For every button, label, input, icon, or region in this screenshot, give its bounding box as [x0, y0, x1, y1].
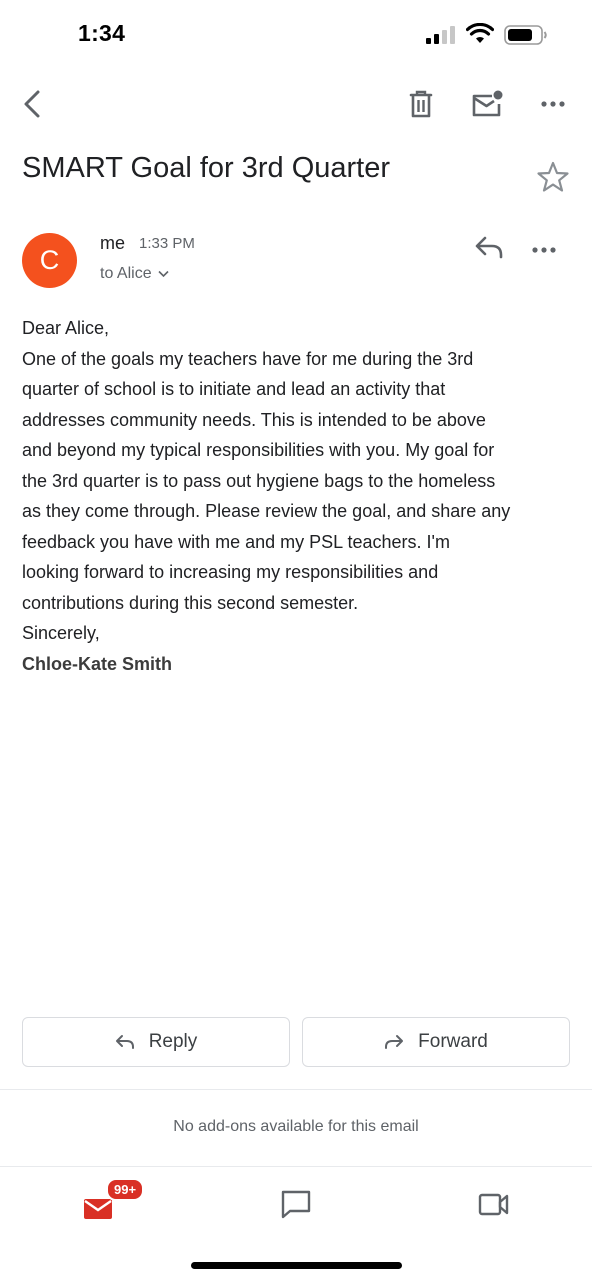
status-bar: [0, 0, 592, 70]
body-line: the 3rd quarter is to pass out hygiene bags to the homeless: [22, 470, 496, 491]
body-line: addresses community needs. This is intended to be above: [22, 409, 486, 430]
nav-meet-tab[interactable]: [468, 1183, 518, 1223]
email-subject: SMART Goal for 3rd Quarter: [22, 152, 391, 184]
battery-icon: [504, 25, 548, 45]
forward-label: Forward: [418, 1031, 488, 1052]
body-line: contributions during this second semester.: [22, 592, 359, 613]
delete-button[interactable]: [399, 80, 443, 128]
unread-count-badge: 99+: [106, 1178, 144, 1201]
email-time: 1:33 PM: [139, 235, 195, 252]
forward-button[interactable]: [302, 1017, 570, 1067]
body-line: feedback you have with me and my PSL teachers. I'm: [22, 531, 450, 552]
body-line: and beyond my typical responsibilities with you. My goal for: [22, 440, 495, 460]
reply-icon: [115, 1034, 135, 1050]
mail-unread-icon: [471, 90, 503, 118]
more-horizontal-icon: [541, 100, 565, 108]
trash-icon: [409, 90, 433, 118]
more-horizontal-icon: [532, 234, 556, 268]
signature: Chloe-Kate Smith: [22, 653, 173, 674]
video-camera-icon: [468, 1183, 518, 1223]
email-body: [22, 313, 572, 679]
mark-unread-button[interactable]: [465, 80, 509, 128]
recipient-label: to Alice: [100, 265, 152, 282]
back-button[interactable]: [10, 80, 54, 128]
message-reply-button[interactable]: [474, 234, 514, 268]
chevron-down-icon: [158, 270, 169, 278]
wifi-icon: [466, 23, 494, 45]
more-options-button[interactable]: [531, 80, 575, 128]
body-line: as they come through. Please review the goal, and share any: [22, 501, 511, 521]
reply-label: Reply: [148, 1031, 198, 1052]
reply-icon: [474, 234, 504, 260]
body-line: Sincerely,: [22, 623, 100, 643]
top-toolbar: [0, 80, 592, 128]
home-indicator[interactable]: [191, 1262, 402, 1269]
forward-icon: [384, 1034, 404, 1050]
body-line: quarter of school is to initiate and lead an activity that: [22, 379, 446, 399]
star-icon[interactable]: [536, 160, 570, 194]
divider: [0, 1089, 592, 1090]
message-more-button[interactable]: [532, 234, 572, 268]
reply-forward-bar: [22, 1017, 570, 1067]
body-line: One of the goals my teachers have for me during the 3rd: [22, 348, 474, 369]
chat-icon: [271, 1183, 321, 1223]
recipient-details-toggle[interactable]: [100, 265, 169, 283]
addons-message: No add-ons available for this email: [173, 1118, 419, 1135]
back-arrow-icon: [21, 89, 43, 119]
body-line: Dear Alice,: [22, 318, 110, 338]
sender-name: me: [100, 233, 126, 253]
avatar[interactable]: C: [22, 233, 77, 288]
reply-button[interactable]: [22, 1017, 290, 1067]
body-line: looking forward to increasing my responsibilities and: [22, 562, 439, 582]
signal-icon: [426, 26, 458, 44]
nav-chat-tab[interactable]: [271, 1183, 321, 1223]
status-time: 1:34: [78, 20, 126, 46]
